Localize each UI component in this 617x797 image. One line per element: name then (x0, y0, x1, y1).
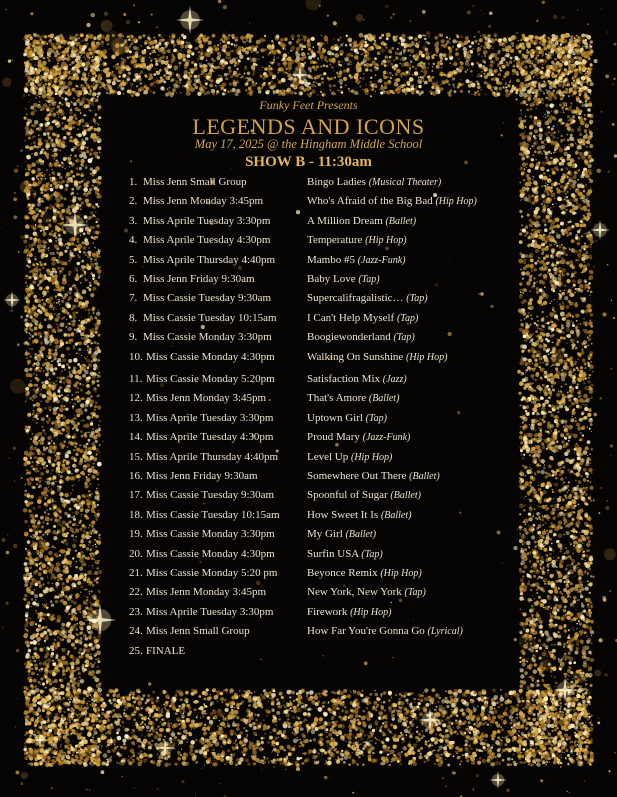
program-item (0, 451, 617, 470)
item-number: 18. (129, 508, 143, 521)
song-entry (307, 431, 410, 443)
song-entry (307, 548, 383, 560)
dance-style: (Jazz-Funk) (362, 432, 411, 444)
song-entry (307, 451, 392, 463)
song-entry (307, 625, 463, 637)
class-name: Miss Cassie Monday 4:30pm (146, 547, 275, 560)
item-number: 1. (129, 176, 138, 188)
item-number: 12. (129, 392, 143, 405)
dance-style: (Hip Hop) (380, 568, 422, 579)
class-name: Miss Aprile Thursday 4:40pm (143, 253, 276, 266)
song-title: Walking On Sunshine (307, 350, 404, 363)
event-title: LEGENDS AND ICONS (192, 114, 425, 139)
item-number: 11. (129, 373, 143, 385)
song-title: Temperature (307, 234, 363, 247)
program-item (0, 412, 617, 431)
dance-style: (Lyrical) (427, 626, 463, 638)
program-item (0, 292, 617, 311)
presenter-line: Funky Feet Presents (259, 98, 358, 112)
song-title: Bingo Ladies (307, 176, 366, 188)
class-name: Miss Cassie Monday 3:30pm (143, 331, 272, 344)
item-number: 17. (129, 489, 143, 502)
dance-style: (Tap) (358, 274, 380, 285)
class-name: Miss Cassie Monday 3:30pm (146, 528, 275, 541)
event-date-location: May 17, 2025 @ the Hingham Middle School (194, 137, 423, 151)
song-title: Somewhere Out There (307, 470, 407, 482)
class-name: Miss Jenn Monday 3:45pm (143, 195, 264, 208)
class-name: Miss Jenn Small Group (146, 625, 250, 638)
item-number: 4. (129, 234, 138, 247)
song-title: Firework (307, 605, 348, 618)
program-item (0, 176, 617, 195)
item-number: 21. (129, 567, 143, 579)
item-number: 3. (129, 214, 138, 227)
item-number: 23. (129, 605, 143, 618)
class-name: Miss Cassie Tuesday 9:30am (146, 489, 275, 502)
song-entry (307, 567, 422, 579)
dance-style: (Tap) (361, 548, 383, 560)
song-entry (307, 470, 440, 482)
song-entry (307, 489, 421, 501)
program-item (0, 215, 617, 234)
dance-style: (Musical Theater) (368, 177, 442, 188)
song-title: Boogiewonderland (307, 331, 391, 344)
song-title: Spoonful of Sugar (307, 489, 388, 502)
show-time: SHOW B - 11:30am (245, 154, 372, 170)
program-item (0, 509, 617, 528)
class-name: Miss Jenn Monday 3:45pm (146, 392, 267, 405)
program-item (0, 470, 617, 489)
class-name: Miss Aprile Tuesday 3:30pm (146, 605, 274, 618)
dance-style: (Ballet) (368, 393, 400, 405)
song-entry (307, 412, 387, 424)
dance-style: (Ballet) (385, 215, 417, 227)
dance-style: (Tap) (406, 293, 428, 305)
item-number: 19. (129, 528, 143, 541)
song-entry (307, 254, 406, 266)
program-item (0, 645, 617, 664)
item-number: 7. (129, 292, 138, 305)
song-title: Surfin USA (307, 547, 359, 560)
program-item (0, 567, 617, 586)
dance-style: (Tap) (365, 412, 387, 424)
program-item (0, 373, 617, 392)
class-name: Miss Aprile Tuesday 3:30pm (146, 411, 274, 424)
program-item (0, 625, 617, 644)
song-title: Who's Afraid of the Big Bad (307, 195, 433, 208)
dance-style: (Hip Hop) (350, 606, 392, 618)
dance-style: (Tap) (404, 587, 426, 599)
song-title: Beyonce Remix (307, 567, 378, 579)
item-number: 14. (129, 431, 143, 444)
program-item (0, 351, 617, 370)
song-entry (307, 528, 376, 540)
song-title: A Million Dream (307, 214, 383, 227)
program-item (0, 273, 617, 292)
song-title: Level Up (307, 450, 349, 463)
class-name: FINALE (146, 644, 186, 657)
class-name: Miss Jenn Friday 9:30am (146, 470, 258, 482)
song-entry (307, 606, 391, 618)
class-name: Miss Aprile Thursday 4:40pm (146, 450, 279, 463)
program-item (0, 392, 617, 411)
class-name: Miss Aprile Tuesday 4:30pm (146, 431, 274, 444)
song-entry (307, 331, 415, 343)
song-entry (307, 273, 380, 285)
song-title: Baby Love (307, 273, 356, 285)
song-title: Uptown Girl (307, 411, 363, 424)
dance-style: (Tap) (396, 312, 419, 324)
song-entry (307, 234, 407, 246)
dance-style: (Hip Hop) (435, 196, 477, 208)
item-number: 8. (129, 311, 138, 324)
dance-style: (Hip Hop) (350, 451, 393, 463)
item-number: 5. (129, 253, 138, 266)
class-name: Miss Jenn Small Group (143, 176, 247, 188)
item-number: 15. (129, 450, 143, 463)
song-title: Mambo #5 (307, 253, 355, 266)
program-item (0, 606, 617, 625)
program-item (0, 548, 617, 567)
class-name: Miss Cassie Monday 4:30pm (146, 350, 275, 363)
dance-style: (Ballet) (390, 490, 421, 502)
song-entry (307, 509, 411, 521)
song-entry (307, 292, 428, 304)
item-number: 24. (129, 625, 143, 638)
dance-style: (Jazz-Funk) (357, 254, 406, 266)
song-title: New York, New York (307, 586, 402, 599)
class-name: Miss Cassie Tuesday 10:15am (143, 311, 277, 324)
class-name: Miss Aprile Tuesday 3:30pm (143, 214, 271, 227)
dance-style: (Ballet) (345, 529, 377, 541)
song-title: Satisfaction Mix (307, 373, 381, 385)
item-number: 25. (129, 644, 143, 657)
class-name: Miss Jenn Monday 3:45pm (146, 586, 267, 599)
song-entry (307, 176, 441, 188)
class-name: Miss Cassie Tuesday 10:15am (146, 508, 280, 521)
song-title: Supercalifragalistic… (307, 292, 404, 305)
song-entry (307, 351, 447, 363)
dance-style: (Tap) (393, 332, 415, 344)
song-entry (307, 312, 418, 324)
song-title: My Girl (307, 528, 343, 541)
class-name: Miss Cassie Monday 5:20pm (146, 373, 275, 385)
program-item (0, 234, 617, 253)
dance-style: (Jazz) (382, 374, 407, 385)
song-entry (307, 373, 407, 385)
song-title: That's Amore (307, 392, 367, 405)
song-title: I Can't Help Myself (307, 311, 395, 324)
song-entry (307, 195, 477, 207)
item-number: 10. (129, 350, 143, 363)
class-name: Miss Aprile Tuesday 4:30pm (143, 234, 271, 247)
song-entry (307, 215, 416, 227)
song-title: How Far You're Gonna Go (307, 625, 425, 638)
item-number: 16. (129, 470, 143, 482)
song-title: How Sweet It Is (307, 508, 379, 521)
class-name: Miss Cassie Tuesday 9:30am (143, 292, 272, 305)
item-number: 22. (129, 586, 143, 599)
program-item (0, 254, 617, 273)
item-number: 9. (129, 331, 138, 344)
program-item (0, 586, 617, 605)
program-item (0, 331, 617, 350)
program-item (0, 431, 617, 450)
program-item (0, 528, 617, 547)
song-title: Proud Mary (307, 431, 360, 444)
class-name: Miss Jenn Friday 9:30am (143, 273, 255, 285)
item-number: 2. (129, 195, 138, 208)
program-item (0, 195, 617, 214)
dance-style: (Hip Hop) (365, 235, 407, 247)
song-entry (307, 392, 399, 404)
item-number: 6. (129, 273, 138, 285)
class-name: Miss Cassie Monday 5:20 pm (146, 567, 278, 579)
song-entry (307, 586, 426, 598)
program-item (0, 489, 617, 508)
item-number: 20. (129, 547, 143, 560)
item-number: 13. (129, 411, 143, 424)
program-item (0, 312, 617, 331)
dance-style: (Ballet) (380, 509, 412, 521)
dance-style: (Ballet) (409, 471, 440, 482)
dance-style: (Hip Hop) (406, 351, 448, 363)
